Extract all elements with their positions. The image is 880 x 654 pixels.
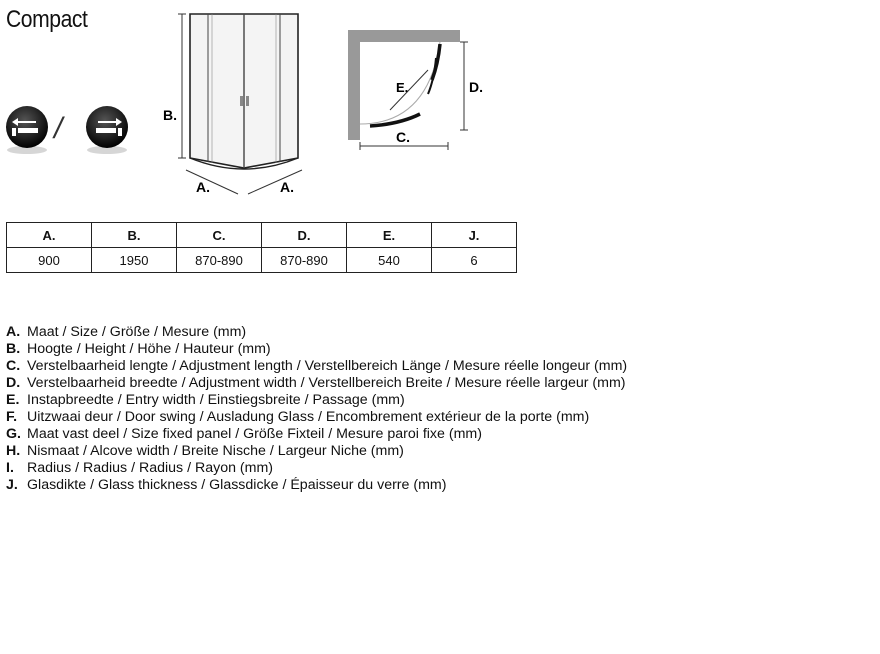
- table-row: [7, 248, 517, 273]
- header-e: E.: [347, 223, 432, 248]
- legend-item: G. Maat vast deel / Size fixed panel / Größe Fixteil / Mesure paroi fixe (mm): [6, 426, 482, 442]
- spec-table: [6, 222, 517, 273]
- legend-item: E. Instapbreedte / Entry width / Einstiegsbreite / Passage (mm): [6, 392, 405, 408]
- label-d: D.: [469, 79, 483, 95]
- page-title: Compact: [6, 6, 88, 33]
- swap-left-icon: [2, 100, 52, 160]
- legend-item: D. Verstelbaarheid breedte / Adjustment width / Verstellbereich Breite / Mesure réelle largeur (mm): [6, 375, 626, 391]
- value-a: 900: [7, 248, 92, 273]
- label-entry: E.: [396, 80, 409, 95]
- legend-item: A. Maat / Size / Größe / Mesure (mm): [6, 324, 247, 340]
- header-b: B.: [92, 223, 177, 248]
- value-c: 870-890: [177, 248, 262, 273]
- value-b: 1950: [92, 248, 177, 273]
- legend-item: C. Verstelbaarheid lengte / Adjustment length / Verstellbereich Länge / Mesure réelle longeur (mm): [6, 358, 628, 374]
- label-c: C.: [396, 129, 410, 145]
- table-header-row: [7, 223, 517, 248]
- legend-list: [6, 324, 627, 494]
- icon-separator: /: [54, 112, 63, 145]
- legend-item: J. Glasdikte / Glass thickness / Glassdicke / Épaisseur du verre (mm): [6, 477, 447, 493]
- label-width-left: A.: [196, 179, 210, 195]
- legend-item: I. Radius / Radius / Radius / Rayon (mm): [6, 460, 274, 476]
- header-a: A.: [7, 223, 92, 248]
- legend-item: H. Nismaat / Alcove width / Breite Nische / Largeur Niche (mm): [6, 443, 404, 459]
- label-width-right: A.: [280, 179, 294, 195]
- header-j: J.: [432, 223, 517, 248]
- value-j: 6: [432, 248, 517, 273]
- swap-right-icon: [82, 100, 132, 160]
- label-height: B.: [163, 107, 177, 123]
- front-view-diagram: [160, 10, 310, 200]
- header-c: C.: [177, 223, 262, 248]
- header-d: D.: [262, 223, 347, 248]
- value-d: 870-890: [262, 248, 347, 273]
- legend-item: F. Uitzwaai deur / Door swing / Ausladung Glass / Encombrement extérieur de la porte (mm): [6, 409, 590, 425]
- value-e: 540: [347, 248, 432, 273]
- legend-item: B. Hoogte / Height / Höhe / Hauteur (mm): [6, 341, 271, 357]
- top-view-diagram: [340, 22, 500, 152]
